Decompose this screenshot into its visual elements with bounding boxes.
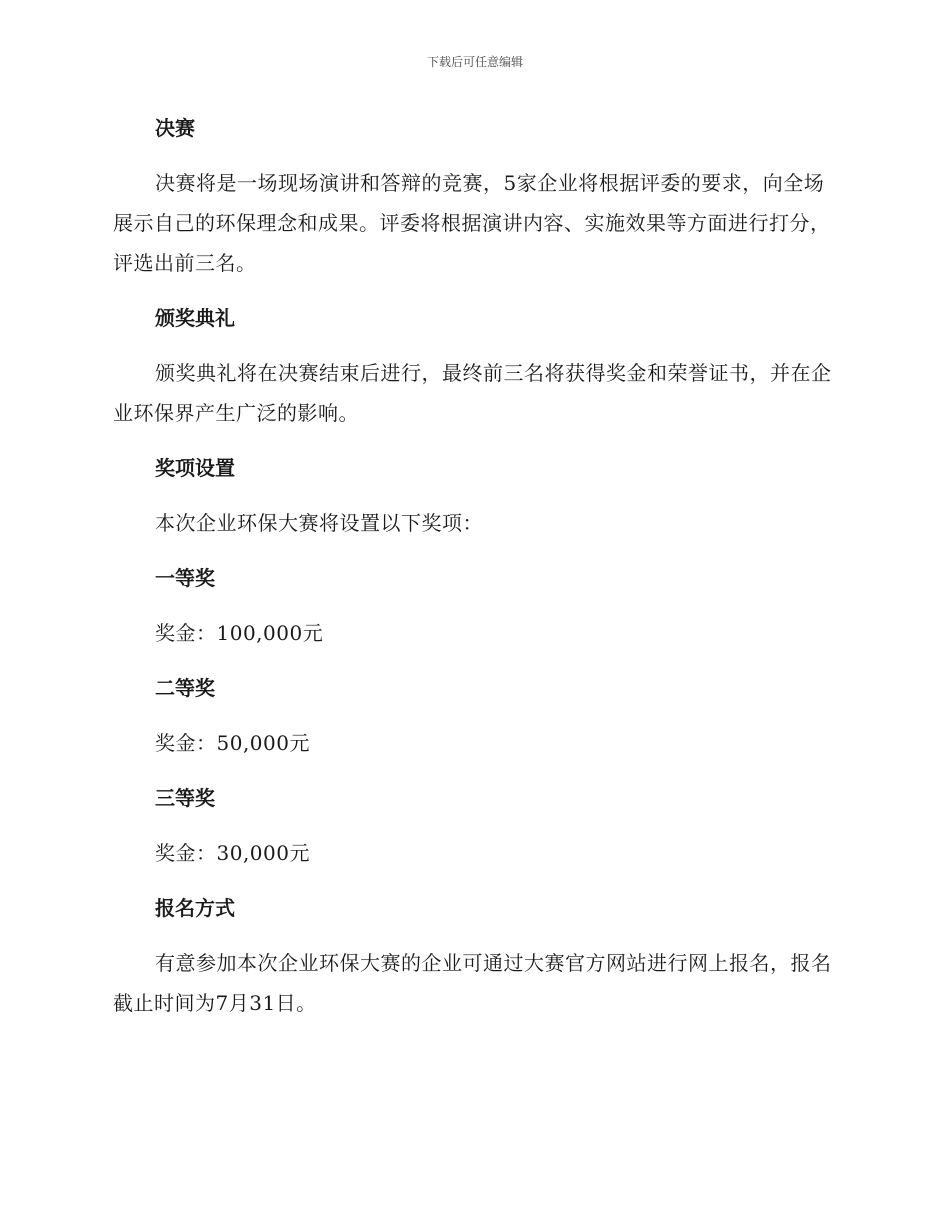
- award-heading-second: 二等奖: [155, 676, 215, 700]
- award-prize-first: 奖金：100,000元: [155, 621, 324, 645]
- award-prize-second: 奖金：50,000元: [155, 731, 310, 755]
- section-heading-registration: 报名方式: [155, 896, 235, 920]
- paragraph-registration: 有意参加本次企业环保大赛的企业可通过大赛官方网站进行网上报名，报名截止时间为7月31日。: [113, 951, 832, 1015]
- section-heading-final: 决赛: [155, 116, 195, 140]
- award-heading-first: 一等奖: [155, 566, 215, 590]
- page-header: 下载后可任意编辑: [426, 55, 523, 69]
- section-heading-awards: 奖项设置: [155, 456, 235, 480]
- paragraph-awards-intro: 本次企业环保大赛将设置以下奖项：: [155, 511, 483, 535]
- document-body: [113, 108, 833, 1023]
- award-heading-third: 三等奖: [155, 786, 215, 810]
- paragraph-final: 决赛将是一场现场演讲和答辩的竞赛，5家企业将根据评委的要求，向全场展示自己的环保理念和成果。评委将根据演讲内容、实施效果等方面进行打分，评选出前三名。: [113, 171, 831, 275]
- award-prize-third: 奖金：30,000元: [155, 841, 310, 865]
- paragraph-ceremony: 颁奖典礼将在决赛结束后进行，最终前三名将获得奖金和荣誉证书，并在企业环保界产生广泛的影响。: [113, 361, 832, 425]
- section-heading-ceremony: 颁奖典礼: [155, 306, 235, 330]
